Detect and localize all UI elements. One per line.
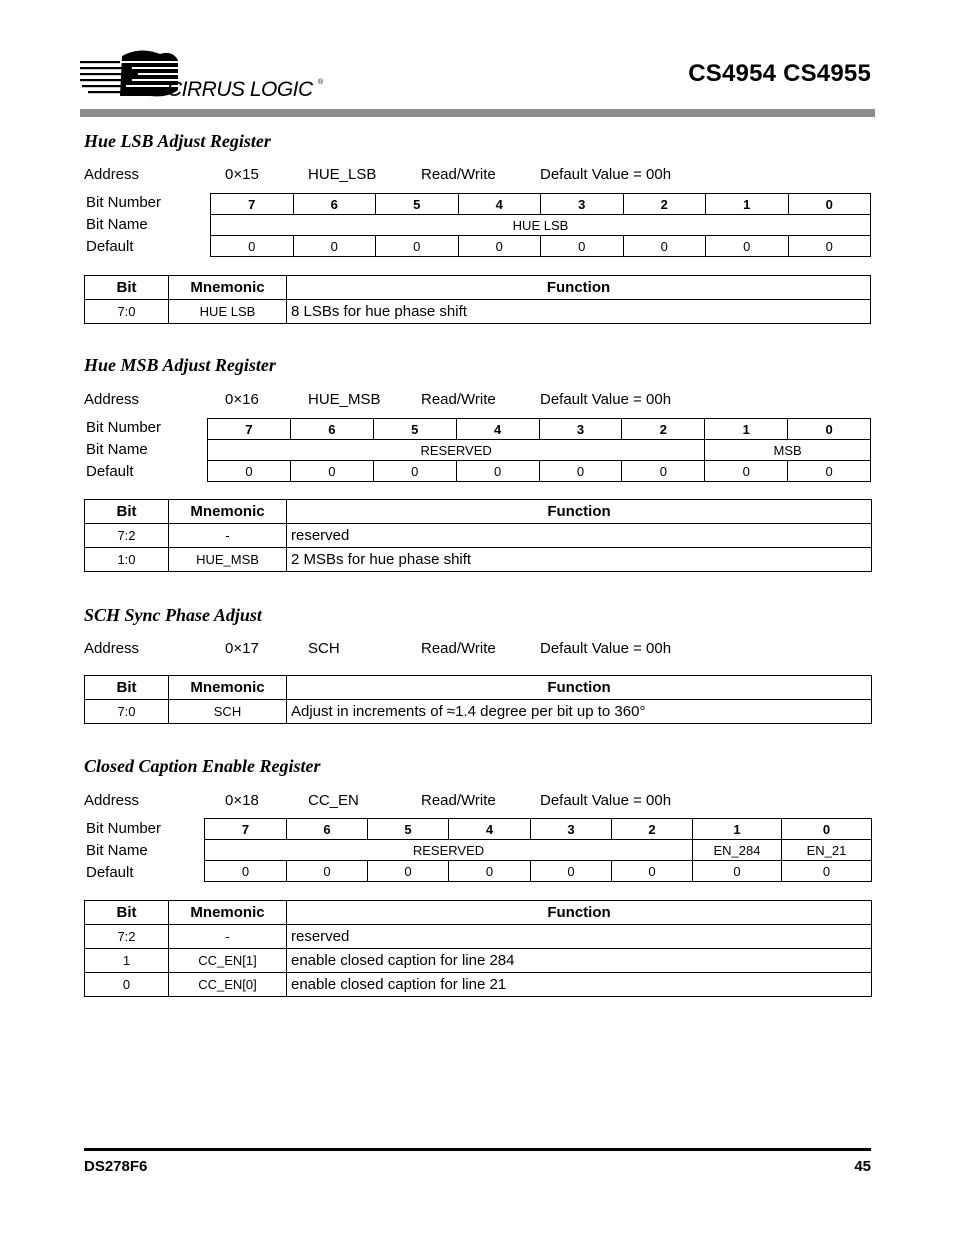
- mnemonic-cell: CC_EN[1]: [169, 949, 287, 973]
- header-rule: [80, 109, 875, 117]
- default-cell: 0: [368, 861, 449, 882]
- bit-number-cell: 7: [208, 419, 291, 440]
- default-label: Default: [86, 864, 134, 881]
- bit-cell: 7:2: [85, 925, 169, 949]
- table-row: [85, 300, 871, 324]
- mnemonic-cell: HUE LSB: [169, 300, 287, 324]
- table-row: [85, 700, 872, 724]
- mnemonic-cell: CC_EN[0]: [169, 973, 287, 997]
- bit-number-cell: 3: [531, 819, 612, 840]
- document-id: DS278F6: [84, 1158, 148, 1175]
- bit-number-cell: 7: [211, 194, 294, 215]
- function-table: [84, 900, 872, 997]
- bit-grid: [210, 193, 871, 257]
- bit-number-cell: 3: [541, 194, 624, 215]
- function-table: [84, 275, 871, 324]
- default-cell: 0: [458, 236, 541, 257]
- section-title: Hue MSB Adjust Register: [84, 355, 276, 375]
- default-cell: 0: [612, 861, 693, 882]
- bit-number-label: Bit Number: [86, 194, 162, 211]
- bit-name-cell: MSB: [705, 440, 871, 461]
- bit-number-cell: 5: [376, 194, 459, 215]
- address-value: 0×15: [225, 166, 259, 183]
- section-title: Closed Caption Enable Register: [84, 756, 321, 776]
- default-cell: 0: [788, 461, 871, 482]
- register-mnemonic: HUE_LSB: [308, 166, 377, 183]
- function-cell: reserved: [287, 925, 872, 949]
- address-label: Address: [84, 640, 140, 657]
- bit-number-cell: 0: [788, 419, 871, 440]
- bit-number-cell: 2: [623, 194, 706, 215]
- default-cell: 0: [706, 236, 789, 257]
- footer-rule: [84, 1148, 871, 1151]
- address-label: Address: [84, 792, 140, 809]
- col-header-bit: Bit: [85, 901, 169, 925]
- table-row: [85, 973, 872, 997]
- default-value: Default Value = 00h: [540, 640, 672, 657]
- register-mnemonic: HUE_MSB: [308, 391, 381, 408]
- default-value: Default Value = 00h: [540, 792, 672, 809]
- access-mode: Read/Write: [421, 166, 496, 183]
- bit-number-cell: 4: [456, 419, 539, 440]
- default-label: Default: [86, 238, 134, 255]
- address-value: 0×18: [225, 792, 259, 809]
- default-cell: 0: [211, 236, 294, 257]
- table-row: [85, 548, 872, 572]
- default-cell: 0: [287, 861, 368, 882]
- logo-wordmark: CIRRUS LOGIC: [167, 78, 313, 100]
- bit-name-cell: EN_21: [782, 840, 872, 861]
- bit-name-cell: RESERVED: [205, 840, 693, 861]
- default-cell: 0: [782, 861, 872, 882]
- access-mode: Read/Write: [421, 792, 496, 809]
- cirrus-logic-logo: [80, 48, 330, 100]
- bit-grid: [204, 818, 872, 882]
- bit-number-cell: 3: [539, 419, 622, 440]
- bit-cell: 0: [85, 973, 169, 997]
- address-label: Address: [84, 166, 140, 183]
- register-mnemonic: SCH: [308, 640, 340, 657]
- function-cell: Adjust in increments of ≈1.4 degree per bit up to 360°: [287, 700, 872, 724]
- col-header-function: Function: [287, 676, 872, 700]
- bit-name-label: Bit Name: [86, 441, 148, 458]
- bit-cell: 7:0: [85, 700, 169, 724]
- table-row: [85, 524, 872, 548]
- col-header-function: Function: [287, 276, 871, 300]
- default-cell: 0: [788, 236, 871, 257]
- bit-number-cell: 7: [205, 819, 287, 840]
- page-number: 45: [854, 1158, 871, 1175]
- function-cell: enable closed caption for line 284: [287, 949, 872, 973]
- bit-cell: 1:0: [85, 548, 169, 572]
- address-label: Address: [84, 391, 140, 408]
- function-table: [84, 675, 872, 724]
- default-value: Default Value = 00h: [540, 166, 672, 183]
- bit-number-label: Bit Number: [86, 419, 162, 436]
- table-row: [85, 925, 872, 949]
- address-value: 0×16: [225, 391, 259, 408]
- function-cell: 8 LSBs for hue phase shift: [287, 300, 871, 324]
- mnemonic-cell: -: [169, 925, 287, 949]
- bit-number-cell: 2: [622, 419, 705, 440]
- default-cell: 0: [693, 861, 782, 882]
- bit-name-cell: EN_284: [693, 840, 782, 861]
- part-numbers-title: CS4954 CS4955: [688, 60, 871, 87]
- default-label: Default: [86, 463, 134, 480]
- function-cell: 2 MSBs for hue phase shift: [287, 548, 872, 572]
- col-header-mnemonic: Mnemonic: [169, 276, 287, 300]
- mnemonic-cell: SCH: [169, 700, 287, 724]
- section-title: SCH Sync Phase Adjust: [84, 605, 262, 625]
- default-value: Default Value = 00h: [540, 391, 672, 408]
- default-cell: 0: [541, 236, 624, 257]
- default-cell: 0: [539, 461, 622, 482]
- bit-number-cell: 1: [706, 194, 789, 215]
- col-header-bit: Bit: [85, 276, 169, 300]
- table-row: [85, 949, 872, 973]
- bit-number-cell: 1: [693, 819, 782, 840]
- bit-number-cell: 1: [705, 419, 788, 440]
- function-table: [84, 499, 872, 572]
- svg-text:®: ®: [318, 79, 324, 86]
- bit-number-cell: 0: [782, 819, 872, 840]
- default-cell: 0: [623, 236, 706, 257]
- default-cell: 0: [293, 236, 376, 257]
- default-cell: 0: [449, 861, 531, 882]
- mnemonic-cell: -: [169, 524, 287, 548]
- default-cell: 0: [376, 236, 459, 257]
- col-header-function: Function: [287, 901, 872, 925]
- col-header-bit: Bit: [85, 500, 169, 524]
- bit-number-cell: 5: [368, 819, 449, 840]
- default-cell: 0: [622, 461, 705, 482]
- access-mode: Read/Write: [421, 391, 496, 408]
- bit-name-label: Bit Name: [86, 216, 148, 233]
- bit-grid: [207, 418, 871, 482]
- col-header-function: Function: [287, 500, 872, 524]
- access-mode: Read/Write: [421, 640, 496, 657]
- default-cell: 0: [208, 461, 291, 482]
- bit-number-cell: 4: [449, 819, 531, 840]
- mnemonic-cell: HUE_MSB: [169, 548, 287, 572]
- default-cell: 0: [290, 461, 373, 482]
- default-cell: 0: [456, 461, 539, 482]
- section-title: Hue LSB Adjust Register: [84, 131, 271, 151]
- register-mnemonic: CC_EN: [308, 792, 359, 809]
- bit-number-cell: 4: [458, 194, 541, 215]
- bit-number-cell: 6: [290, 419, 373, 440]
- bit-cell: 7:2: [85, 524, 169, 548]
- bit-number-label: Bit Number: [86, 820, 162, 837]
- bit-number-cell: 5: [373, 419, 456, 440]
- bit-name-cell: RESERVED: [208, 440, 705, 461]
- default-cell: 0: [373, 461, 456, 482]
- function-cell: reserved: [287, 524, 872, 548]
- bit-number-cell: 6: [293, 194, 376, 215]
- address-value: 0×17: [225, 640, 259, 657]
- col-header-mnemonic: Mnemonic: [169, 500, 287, 524]
- default-cell: 0: [205, 861, 287, 882]
- bit-number-cell: 0: [788, 194, 871, 215]
- bit-cell: 1: [85, 949, 169, 973]
- bit-number-cell: 6: [287, 819, 368, 840]
- bit-name-label: Bit Name: [86, 842, 148, 859]
- col-header-mnemonic: Mnemonic: [169, 901, 287, 925]
- col-header-bit: Bit: [85, 676, 169, 700]
- bit-cell: 7:0: [85, 300, 169, 324]
- default-cell: 0: [705, 461, 788, 482]
- bit-number-cell: 2: [612, 819, 693, 840]
- col-header-mnemonic: Mnemonic: [169, 676, 287, 700]
- function-cell: enable closed caption for line 21: [287, 973, 872, 997]
- default-cell: 0: [531, 861, 612, 882]
- bit-name-cell: HUE LSB: [211, 215, 871, 236]
